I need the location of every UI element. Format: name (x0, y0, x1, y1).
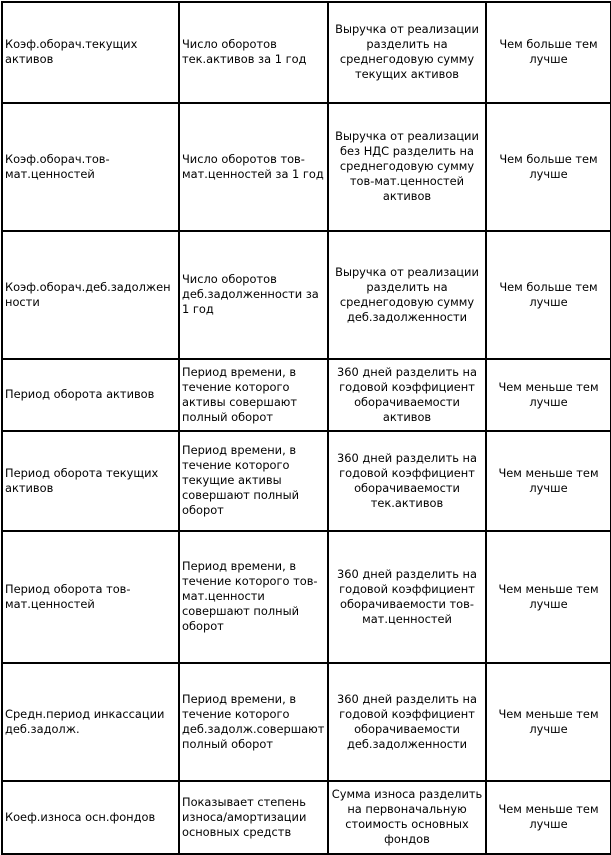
ratio-evaluation-cell: Чем меньше тем лучше (486, 663, 611, 781)
ratio-formula-cell: 360 дней разделить на годовой коэффициент оборачиваемости деб.задолженности (328, 663, 486, 781)
table-row (2, 103, 611, 231)
ratio-formula-cell: Выручка от реализации разделить на среднегодовую сумму текущих активов (328, 2, 486, 103)
table-row (2, 531, 611, 663)
ratio-name-cell: Период оборота активов (2, 359, 179, 431)
table-row (2, 663, 611, 781)
ratio-name-cell: Период оборота текущих активов (2, 431, 179, 531)
table-row (2, 781, 611, 854)
ratio-evaluation-cell: Чем меньше тем лучше (486, 781, 611, 854)
ratio-name-cell: Коэф.оборач.деб.задолженности (2, 231, 179, 359)
ratio-formula-cell: Сумма износа разделить на первоначальную стоимость основных фондов (328, 781, 486, 854)
ratio-name-cell: Средн.период инкассации деб.задолж. (2, 663, 179, 781)
ratio-name-cell: Коеф.износа осн.фондов (2, 781, 179, 854)
ratio-description-cell: Число оборотов тов-мат.ценностей за 1 год (179, 103, 328, 231)
ratio-description-cell: Показывает степень износа/амортизации основных средств (179, 781, 328, 854)
table-row (2, 359, 611, 431)
ratio-evaluation-cell: Чем больше тем лучше (486, 103, 611, 231)
ratio-description-cell: Период времени, в течение которого активы совершают полный оборот (179, 359, 328, 431)
ratio-description-cell: Число оборотов тек.активов за 1 год (179, 2, 328, 103)
ratio-formula-cell: Выручка от реализации без НДС разделить на среднегодовую сумму тов-мат.ценностей активов (328, 103, 486, 231)
ratio-name-cell: Коэф.оборач.текущих активов (2, 2, 179, 103)
ratio-description-cell: Число оборотов деб.задолженности за 1 год (179, 231, 328, 359)
ratio-evaluation-cell: Чем больше тем лучше (486, 231, 611, 359)
ratio-name-cell: Период оборота тов-мат.ценностей (2, 531, 179, 663)
ratio-formula-cell: Выручка от реализации разделить на среднегодовую сумму деб.задолженности (328, 231, 486, 359)
ratio-description-cell: Период времени, в течение которого тов-мат.ценности совершают полный оборот (179, 531, 328, 663)
ratio-description-cell: Период времени, в течение которого текущие активы совершают полный оборот (179, 431, 328, 531)
table-row (2, 231, 611, 359)
table-row (2, 2, 611, 103)
table-row (2, 431, 611, 531)
ratio-evaluation-cell: Чем меньше тем лучше (486, 359, 611, 431)
ratio-formula-cell: 360 дней разделить на годовой коэффициент оборачиваемости тов-мат.ценностей (328, 531, 486, 663)
ratios-table (1, 1, 611, 855)
ratio-evaluation-cell: Чем меньше тем лучше (486, 531, 611, 663)
ratio-evaluation-cell: Чем больше тем лучше (486, 2, 611, 103)
ratio-description-cell: Период времени, в течение которого деб.задолж.совершают полный оборот (179, 663, 328, 781)
ratio-formula-cell: 360 дней разделить на годовой коэффициент оборачиваемости активов (328, 359, 486, 431)
ratio-name-cell: Коэф.оборач.тов-мат.ценностей (2, 103, 179, 231)
ratio-evaluation-cell: Чем меньше тем лучше (486, 431, 611, 531)
ratio-formula-cell: 360 дней разделить на годовой коэффициент оборачиваемости тек.активов (328, 431, 486, 531)
